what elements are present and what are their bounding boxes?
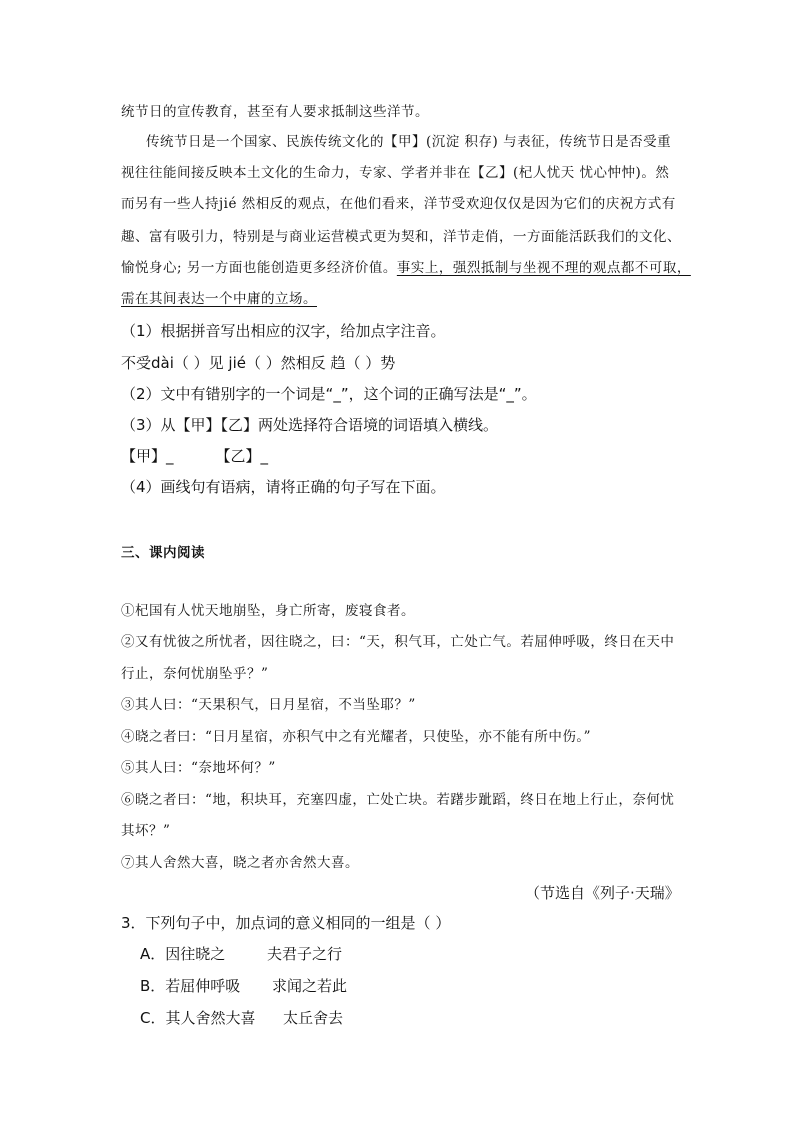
source-citation: （节选自《列子·天瑞》 (525, 884, 680, 902)
question-3: （3）从【甲】【乙】两处选择符合语境的词语填入横线。 (121, 416, 499, 434)
passage-text: 愉悦身心; 另一方面也能创造更多经济价值。 (121, 260, 397, 276)
classical-paragraph: ③其人曰：“天果积气，日月星宿，不当坠耶？” (121, 697, 416, 713)
question-1: （1）根据拼音写出相应的汉字，给加点字注音。 (121, 322, 446, 340)
classical-paragraph: 其坏？” (121, 823, 171, 839)
passage-line: 传统节日是一个国家、民族传统文化的【甲】(沉淀 积存) 与表征，传统节日是否受重 (146, 134, 672, 150)
option-c-pair: 太丘舍去 (283, 1009, 344, 1027)
question-3-stem: 3．下列句子中，加点词的意义相同的一组是（ ） (121, 914, 451, 932)
passage-line (121, 258, 691, 278)
passage-line: 而另有一些人持jié 然相反的观点，在他们看来，洋节受欢迎仅仅是因为它们的庆祝方式有 (121, 196, 676, 212)
blank-jia: 【甲】_ (121, 447, 174, 465)
option-b-pair: 求闻之若此 (272, 977, 348, 995)
classical-paragraph: 行止，奈何忧崩坠乎？” (121, 666, 269, 682)
underlined-sentence: 需在其间表达一个中庸的立场。 (121, 291, 317, 307)
classical-paragraph: ④晓之者曰：“日月星宿，亦积气中之有光耀者，只使坠，亦不能有所中伤。” (121, 729, 592, 745)
classical-paragraph: ⑤其人曰：“奈地坏何？” (121, 760, 276, 776)
classical-paragraph: ①杞国有人忧天地崩坠，身亡所寄，废寝食者。 (121, 603, 415, 619)
blank-yi: 【乙】_ (215, 447, 269, 465)
option-c: C．其人舍然大喜 (140, 1009, 256, 1027)
section-heading: 三、课内阅读 (121, 545, 205, 561)
passage-line: 统节日的宣传教育，甚至有人要求抵制这些洋节。 (121, 104, 429, 120)
option-a-pair: 夫君子之行 (267, 945, 343, 963)
classical-paragraph: ②又有忧彼之所忧者，因往晓之，曰：“天，积气耳，亡处亡气。若屈伸呼吸，终日在天中 (121, 634, 675, 650)
passage-line: 视往往能间接反映本土文化的生命力，专家、学者并非在【乙】(杞人忧天 忧心忡忡)。然 (121, 165, 670, 181)
classical-paragraph: ⑥晓之者曰：“地，积块耳，充塞四虚，亡处亡块。若躇步跐蹈，终日在地上行止，奈何忧 (121, 792, 675, 808)
question-2: （2）文中有错别字的一个词是“_”，这个词的正确写法是“_”。 (121, 385, 537, 403)
question-3-blanks (121, 446, 268, 466)
option-a: A．因往晓之 (140, 945, 226, 963)
underlined-sentence: 事实上，强烈抵制与坐视不理的观点都不可取， (396, 260, 691, 276)
question-4: （4）画线句有语病，请将正确的句子写在下面。 (121, 478, 446, 496)
classical-paragraph: ⑦其人舍然大喜，晓之者亦舍然大喜。 (121, 855, 359, 871)
option-b: B．若屈伸呼吸 (140, 977, 241, 995)
passage-line: 趣、富有吸引力，特别是与商业运营模式更为契和，洋节走俏，一方面能活跃我们的文化、 (121, 229, 681, 245)
question-1-items: 不受dài（ ）见 jié（ ）然相反 趋（ ）势 (121, 354, 396, 372)
